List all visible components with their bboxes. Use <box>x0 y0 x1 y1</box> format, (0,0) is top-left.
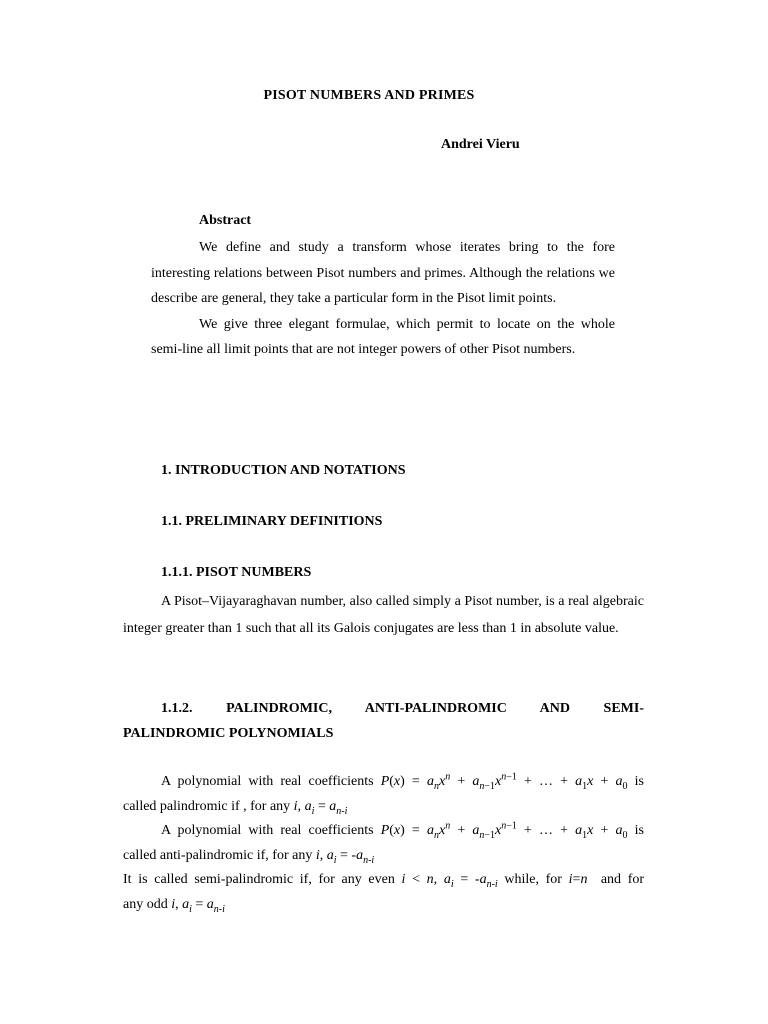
subsubsection-heading-palindromic <box>123 696 644 746</box>
palindromic-para-3-a: It is called semi-palindromic if, for any even <box>123 872 395 887</box>
palindromic-heading-line-2: PALINDROMIC POLYNOMIALS <box>123 726 334 741</box>
palindromic-para-3-line-2: any odd i, $a_i = a_{n-i}$ <box>123 896 225 915</box>
palindromic-para-1-is: is <box>634 774 645 789</box>
abstract-heading: Abstract <box>199 213 252 228</box>
abstract-body <box>151 235 615 363</box>
section-heading-introduction: 1. INTRODUCTION AND NOTATIONS <box>161 463 406 478</box>
pisot-definition-text: A Pisot–Vijayaraghavan number, also called simply a Pisot number, is a real algebraic integer greater than 1 such that all its Galois conjugates are less than 1 in absolute value. <box>123 594 644 636</box>
palindromic-para-2-lead: A polynomial with real coefficients <box>161 823 374 838</box>
subsubsection-heading-pisot: 1.1.1. PISOT NUMBERS <box>161 565 312 580</box>
palindromic-para-3-c: and for <box>600 872 645 887</box>
palindromic-para-2-line-2: called anti-palindromic if, for any i, $a_i = -a_{n-i}$ <box>123 847 375 866</box>
paper-author: Andrei Vieru <box>441 137 520 152</box>
palindromic-para-1-line-1: A polynomial with real coefficients $P(x) = a_nx^n + a_{n-1}x^{n-1}$ + … + $a_1x + a_0$ is <box>161 771 645 792</box>
palindromic-definitions <box>123 770 644 917</box>
palindromic-para-3-line-1: It is called semi-palindromic if, for any even i < n, $a_i = -a_{n-i}$ while, for i=n and for <box>123 872 645 890</box>
palindromic-para-2-is: is <box>634 823 645 838</box>
polynomial-formula-2: P <box>380 823 390 838</box>
palindromic-para-1-lead: A polynomial with real coefficients <box>161 774 374 789</box>
polynomial-formula-1: P <box>380 774 390 789</box>
palindromic-para-3-b: while, for <box>504 872 562 887</box>
palindromic-heading-line-1: 1.1.2. PALINDROMIC, ANTI-PALINDROMIC AND SEMI- <box>161 701 644 716</box>
pisot-definition <box>123 588 644 642</box>
palindromic-para-1-line-2: called palindromic if , for any i, $a_i = a_{n-i}$ <box>123 798 348 817</box>
subsection-heading-preliminary: 1.1. PRELIMINARY DEFINITIONS <box>161 514 383 529</box>
paper-title: PISOT NUMBERS AND PRIMES <box>263 88 475 103</box>
abstract-paragraph-2: We give three elegant formulae, which permit to locate on the whole semi-line all limit points that are not integer powers of other Pisot numbers. <box>151 316 615 357</box>
abstract-paragraph-1: We define and study a transform whose iterates bring to the fore interesting relations between Pisot numbers and primes. Although the relations we describe are general, they take a particular form in the Pisot limit points. <box>151 240 615 306</box>
palindromic-para-2-line-1: A polynomial with real coefficients $P(x) = a_nx^n + a_{n-1}x^{n-1}$ + … + $a_1x + a_0$ is <box>161 820 645 841</box>
palindromic-para-1-tail: called palindromic if , for any <box>123 798 291 814</box>
palindromic-para-3-d: any odd <box>123 896 168 912</box>
palindromic-para-2-tail: called anti-palindromic if, for any <box>123 847 313 863</box>
